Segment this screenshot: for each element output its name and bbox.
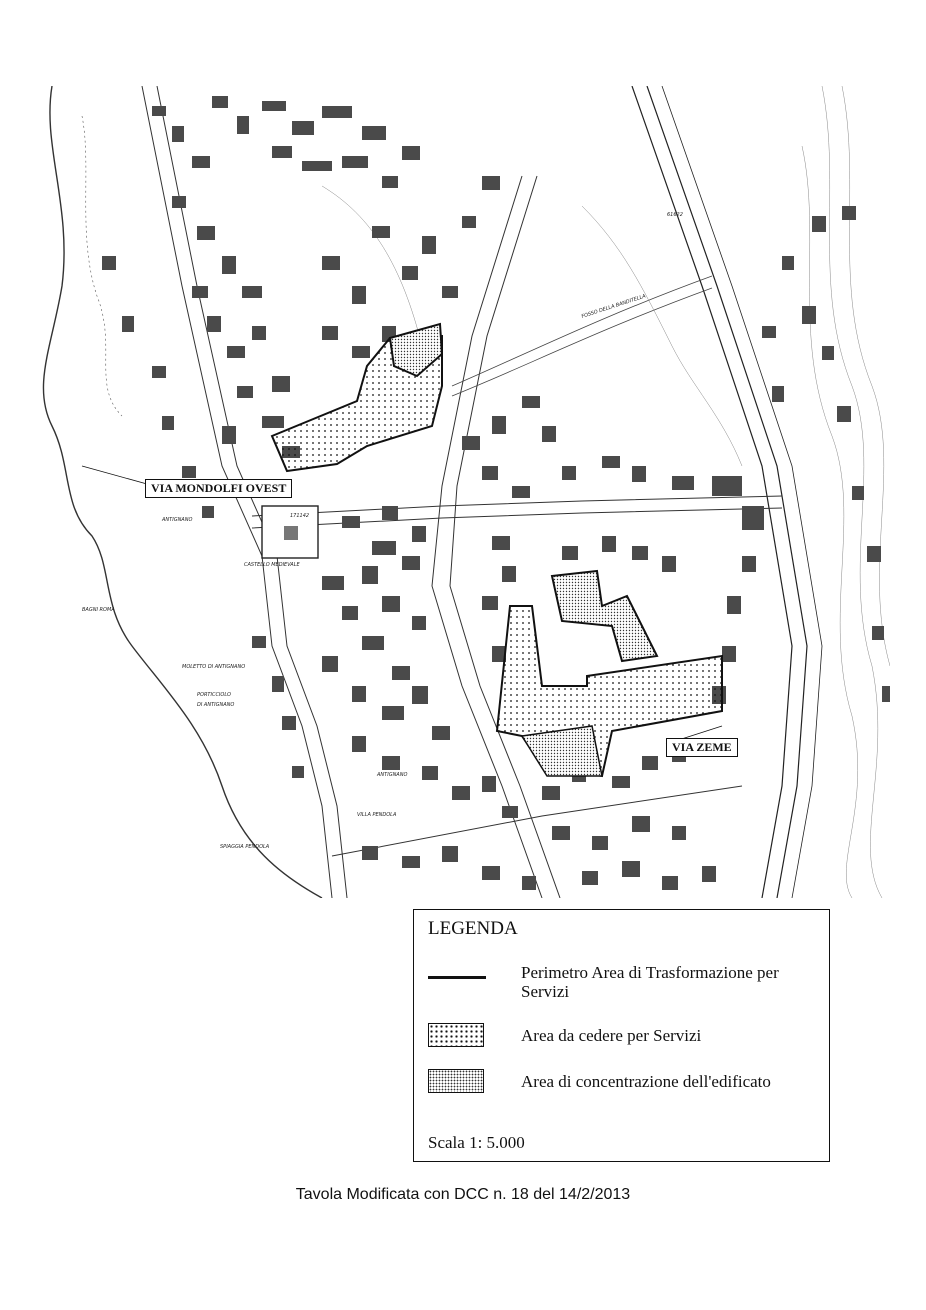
label-bagni-roma: BAGNI ROMA xyxy=(82,607,115,613)
legend-scale: Scala 1: 5.000 xyxy=(428,1133,525,1152)
label-spiaggia: SPIAGGIA PENDOLA xyxy=(220,844,270,850)
legend-title: LEGENDA xyxy=(428,918,518,939)
label-porticciolo-2: DI ANTIGNANO xyxy=(197,702,235,708)
legend-label-servizi: Area da cedere per Servizi xyxy=(521,1026,702,1045)
label-antignano-south: ANTIGNANO xyxy=(377,772,408,778)
label-antignano-north: ANTIGNANO xyxy=(162,517,193,523)
legend-symbol-fine-dots xyxy=(428,1069,484,1093)
label-quota-1: 171142 xyxy=(290,513,310,519)
label-porticciolo: PORTICCIOLO xyxy=(197,692,231,698)
label-castello: CASTELLO MEDIEVALE xyxy=(244,562,300,568)
label-fosso: FOSSO DELLA BANDITELLA xyxy=(580,293,647,320)
castello-keep xyxy=(284,526,298,540)
label-molo: MOLETTO DI ANTIGNANO xyxy=(182,664,246,670)
legend-symbol-perimeter-line xyxy=(428,976,486,979)
footer-caption: Tavola Modificata con DCC n. 18 del 14/2/2013 xyxy=(295,1186,631,1203)
legend-symbol-coarse-dots xyxy=(428,1023,484,1047)
legend-label-perimetro: Perimetro Area di Trasformazione per Servizi xyxy=(521,963,779,1001)
callout-via-mondolfi-ovest: VIA MONDOLFI OVEST xyxy=(145,479,292,498)
callout-via-zeme: VIA ZEME xyxy=(666,738,738,757)
legend-label-concentrazione: Area di concentrazione dell'edificato xyxy=(521,1072,771,1091)
label-quota-2: 61622 xyxy=(667,212,683,218)
legend-box xyxy=(413,909,830,1162)
label-villa-pendola: VILLA PENDOLA xyxy=(357,812,397,818)
